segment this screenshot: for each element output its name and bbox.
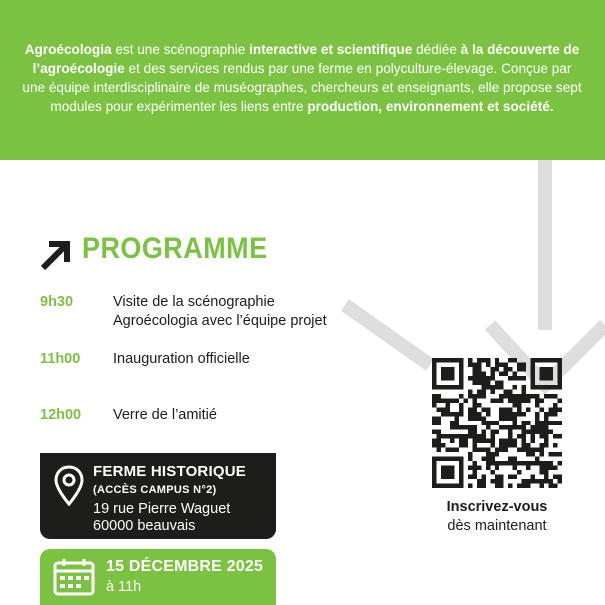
- programme-description: Verre de l’amitié: [113, 407, 217, 423]
- intro-text-segment: interactive et scientifique: [249, 42, 413, 57]
- address-name: FERME HISTORIQUE: [93, 463, 246, 480]
- diagonal-arrow-icon: [38, 238, 72, 272]
- programme-time: 11h00: [40, 351, 81, 367]
- programme-time: 9h30: [40, 294, 74, 310]
- event-date: 15 DÉCEMBRE 2025: [106, 558, 264, 575]
- programme-time: 12h00: [40, 407, 82, 423]
- description-line: Visite de la scénographie: [113, 294, 275, 310]
- intro-text-segment: est une scénographie: [111, 42, 250, 57]
- intro-paragraph: [22, 40, 582, 116]
- programme-title: PROGRAMME: [82, 232, 268, 265]
- intro-text-segment: dédiée: [412, 42, 461, 57]
- intro-text-segment: Agroécologia: [24, 42, 112, 57]
- event-hour: à 11h: [106, 579, 142, 595]
- intro-text-segment: production, environnement et société.: [307, 99, 554, 114]
- address-street: 19 rue Pierre Waguet: [93, 501, 231, 517]
- description-line: Agroécologia avec l’équipe projet: [113, 313, 327, 329]
- programme-description: [113, 293, 393, 331]
- calendar-icon: [52, 557, 96, 597]
- qr-code[interactable]: [432, 358, 562, 488]
- signup-subtext: dès maintenant: [447, 518, 547, 534]
- programme-description: Inauguration officielle: [113, 351, 250, 367]
- address-box: [40, 453, 276, 539]
- address-city: 60000 beauvais: [93, 518, 196, 534]
- intro-text-segment: et des services rendus par une ferme en polyculture-élevage. Conçue par une équipe interdisciplinaire de muséographes, chercheurs et enseignants, elle propose sept modules pour expérimenter les liens entre: [22, 61, 582, 114]
- address-subtitle: (ACCÈS CAMPUS N°2): [93, 484, 217, 496]
- signup-cta: Inscrivez-vous: [446, 499, 548, 515]
- map-pin-icon: [54, 465, 84, 507]
- date-box: [40, 549, 276, 605]
- intro-text-segment: à la découverte de l’agroécologie: [32, 42, 580, 76]
